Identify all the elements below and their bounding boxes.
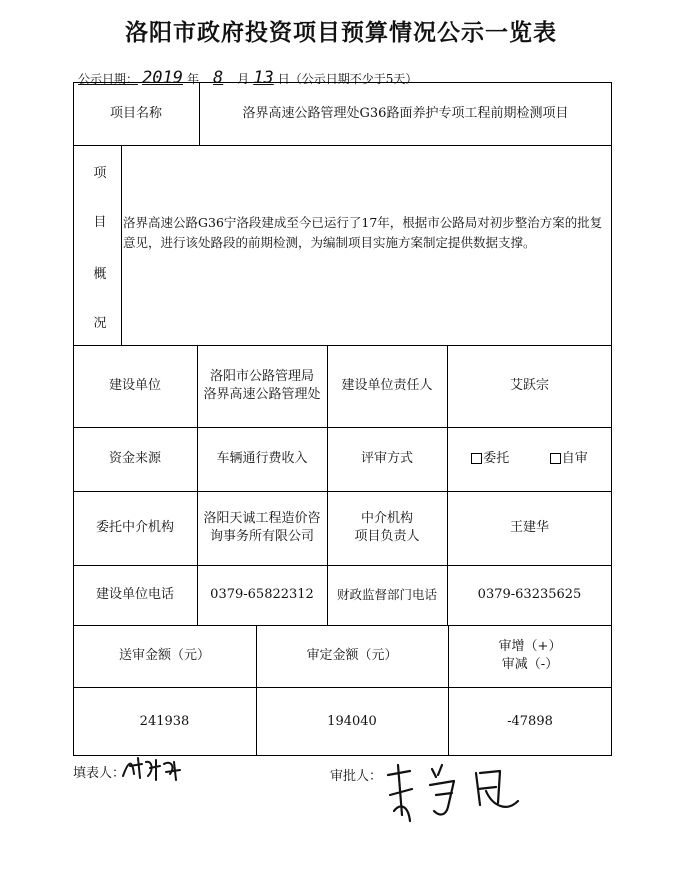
funding-source-value: 车辆通行费收入 xyxy=(216,451,308,467)
date-month: 8 xyxy=(212,68,224,88)
agency-value-line1: 洛阳天诚工程造价咨 xyxy=(203,511,321,527)
row-divider xyxy=(73,145,612,146)
unit-phone-label: 建设单位电话 xyxy=(95,587,174,603)
overview-label-char: 目 xyxy=(93,215,107,230)
approved-amount-value: 194040 xyxy=(327,713,377,729)
difference-label-line1: 审增（+） xyxy=(498,639,562,655)
page-title: 洛阳市政府投资项目预算情况公示一览表 xyxy=(125,19,557,46)
project-name-label: 项目名称 xyxy=(109,105,162,121)
overview-label-char: 况 xyxy=(93,316,107,331)
unit-phone-value: 0379-65822312 xyxy=(210,587,314,603)
approver-label: 审批人： xyxy=(330,769,383,784)
col-divider xyxy=(121,145,122,345)
finance-phone-value: 0379-63235625 xyxy=(477,587,582,603)
overview-label-char: 概 xyxy=(93,267,107,282)
date-month-unit: 月 xyxy=(237,72,250,86)
checkbox-icon xyxy=(550,453,561,464)
date-day: 13 xyxy=(253,68,274,88)
review-method-label: 评审方式 xyxy=(360,451,413,467)
funding-source-label: 资金来源 xyxy=(108,451,161,467)
difference-value: -47898 xyxy=(507,713,553,729)
agency-label: 委托中介机构 xyxy=(95,520,174,536)
checkbox-icon xyxy=(471,453,482,464)
date-label: 公示日期： xyxy=(78,72,139,86)
project-name-value: 洛界高速公路管理处G36路面养护专项工程前期检测项目 xyxy=(242,105,569,121)
date-note: （公示日期不少于5天） xyxy=(289,72,418,86)
construction-unit-value xyxy=(197,345,327,427)
overview-text: 洛界高速公路G36宁洛段建成至今已运行了17年，根据市公路局对初步整治方案的批复意见，进行该处路段的前期检测，为编制项目实施方案制定提供数据支撑。 xyxy=(123,215,603,250)
review-method-options xyxy=(447,427,612,491)
filler-signature xyxy=(120,752,190,784)
agency-lead-value: 王建华 xyxy=(509,520,549,536)
submitted-amount-value: 241938 xyxy=(139,713,190,729)
overview-label-char: 项 xyxy=(93,166,107,181)
agency-lead-label-line2: 项目负责人 xyxy=(354,529,420,544)
date-day-unit: 日 xyxy=(277,72,290,86)
construction-unit-line1: 洛阳市公路管理局 xyxy=(209,369,314,385)
construction-unit-label: 建设单位 xyxy=(108,378,161,394)
agency-value-line2: 询事务所有限公司 xyxy=(209,529,314,544)
responsible-person-label: 建设单位责任人 xyxy=(341,378,433,394)
approver-signature xyxy=(380,755,530,830)
construction-unit-line2: 洛界高速公路管理处 xyxy=(203,387,321,402)
difference-label-line2: 审减（-） xyxy=(501,657,559,672)
submitted-amount-label: 送审金额（元） xyxy=(118,648,210,664)
filler-label: 填表人： xyxy=(73,766,126,781)
finance-phone-label: 财政监督部门电话 xyxy=(336,586,437,602)
option-entrust-label: 委托 xyxy=(483,451,510,467)
responsible-person-value: 艾跃宗 xyxy=(509,378,549,394)
option-self-review[interactable] xyxy=(550,450,588,468)
agency-lead-label-line1: 中介机构 xyxy=(360,511,413,527)
date-year: 2019 xyxy=(142,68,183,88)
agency-lead-label xyxy=(327,491,447,565)
option-self-review-label: 自审 xyxy=(561,451,588,467)
agency-value xyxy=(197,491,327,565)
date-year-unit: 年 xyxy=(186,72,199,86)
option-entrust[interactable] xyxy=(471,450,509,468)
approved-amount-label: 审定金额（元） xyxy=(306,648,398,664)
difference-label xyxy=(448,625,612,687)
